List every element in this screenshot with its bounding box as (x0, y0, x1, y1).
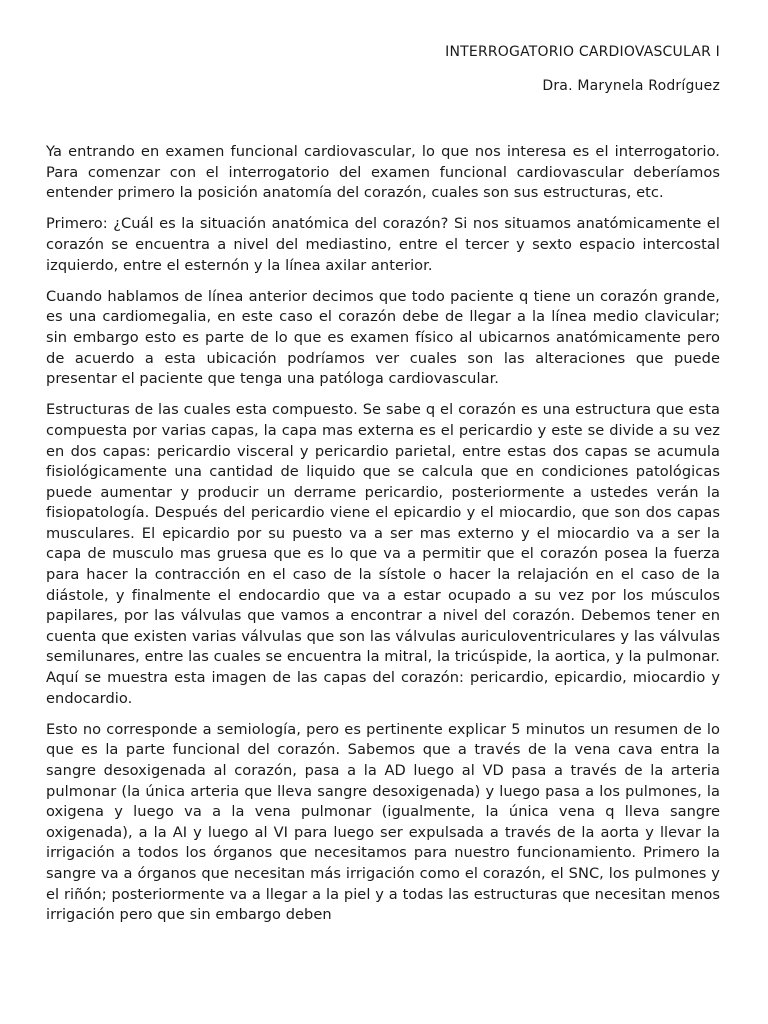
document-author: Dra. Marynela Rodríguez (542, 78, 720, 94)
paragraph-structures: Estructuras de las cuales esta compuesto. Se sabe q el corazón es una estructura que esta compuesta por varias capas, la capa mas externa es el pericardio y este se divide a su vez en dos capas: pericardio visceral y pericardio parietal, entre estas dos capas se acumula fisiológicamente una cantidad de liquido que se calcula que en condiciones patológicas puede aumentar y producir un derrame pericardio, posteriormente a ustedes verán la fisiopatología. Después del pericardio viene el epicardio y el miocardio, que son dos capas musculares. El epicardio por su puesto va a ser mas externo y el miocardio va a ser la capa de musculo mas gruesa que es lo que va a permitir que el corazón posea la fuerza para hacer la contracción en el caso de la sístole o hacer la relajación en el caso de la diástole, y finalmente el endocardio que va a estar ocupado a su vez por los músculos papilares, por las válvulas que vamos a encontrar a nivel del corazón. Debemos tener en cuenta que existen varias válvulas que son las válvulas auriculoventriculares y las válvulas semilunares, entre las cuales se encuentra la mitral, la tricúspide, la aortica, y la pulmonar. Aquí se muestra esta imagen de las capas del corazón: pericardio, epicardio, miocardio y endocardio. (46, 401, 720, 707)
paragraph-intro: Ya entrando en examen funcional cardiovascular, lo que nos interesa es el interrogatorio. Para comenzar con el interrogatorio del examen funcional cardiovascular deberíamos entender primero la posición anatomía del corazón, cuales son sus estructuras, etc. (46, 143, 720, 202)
paragraph-anatomic-location: Primero: ¿Cuál es la situación anatómica del corazón? Si nos situamos anatómicamente el corazón se encuentra a nivel del mediastino, entre el tercer y sexto espacio intercostal izquierdo, entre el esternón y la línea axilar anterior. (46, 215, 720, 274)
paragraph-anterior-line: Cuando hablamos de línea anterior decimos que todo paciente q tiene un corazón grande, es una cardiomegalia, en este caso el corazón debe de llegar a la línea medio clavicular; sin embargo esto es parte de lo que es examen físico al ubicarnos anatómicamente pero de acuerdo a esta ubicación podríamos ver cuales son las alteraciones que puede presentar el paciente que tenga una patóloga cardiovascular. (46, 287, 720, 388)
paragraph-function: Esto no corresponde a semiología, pero es pertinente explicar 5 minutos un resumen de lo que es la parte funcional del corazón. Sabemos que a través de la vena cava entra la sangre desoxigenada al corazón, pasa a la AD luego al VD pasa a través de la arteria pulmonar (la única arteria que lleva sangre desoxigenada) y luego pasa a los pulmones, la oxigena y luego va a la vena pulmonar (igualmente, la única vena q lleva sangre oxigenada), a la AI y luego al VI para luego ser expulsada a través de la aorta y llevar la irrigación a todos los órganos que necesitamos para nuestro funcionamiento. Primero la sangre va a órganos que necesitan más irrigación como el corazón, el SNC, los pulmones y el riñón; posteriormente va a llegar a la piel y a todas las estructuras que necesitan menos irrigación pero que sin embargo deben (46, 720, 720, 924)
document-body (46, 142, 720, 926)
document-title: INTERROGATORIO CARDIOVASCULAR I (445, 44, 720, 60)
